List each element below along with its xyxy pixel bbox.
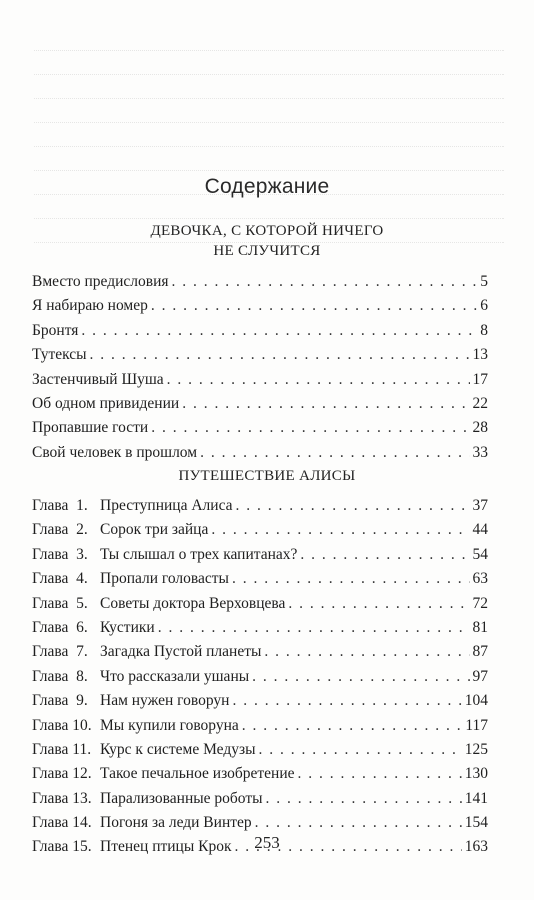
toc-entry <box>32 392 488 416</box>
toc-entry-page: 154 <box>464 814 488 832</box>
toc-entry-title: Ты слышал о трех капитанах? <box>100 545 298 563</box>
dot-leader <box>232 567 470 591</box>
toc-entry <box>32 738 488 762</box>
toc-entry-title: Преступница Алиса <box>100 497 233 514</box>
toc-entry-title: Кустики <box>100 618 155 636</box>
toc-entry-title: Птенец птицы Крок <box>100 838 232 856</box>
dot-leader <box>81 319 477 343</box>
toc-section-1 <box>32 270 488 465</box>
toc-entry <box>32 294 488 318</box>
dot-leader <box>252 665 469 689</box>
show-through-texture <box>0 0 534 245</box>
toc-entry-page: 87 <box>472 643 488 661</box>
toc-entry <box>32 368 488 392</box>
toc-entry <box>32 787 488 811</box>
dot-leader <box>242 714 463 738</box>
toc-chapter-number: Глава 5. <box>32 594 88 612</box>
dot-leader <box>182 392 469 416</box>
toc-entry-page: 8 <box>480 321 488 339</box>
toc-entry <box>32 494 488 518</box>
toc-entry-page: 104 <box>464 692 488 710</box>
toc-entry <box>32 616 488 640</box>
toc-entry-page: 81 <box>472 618 488 636</box>
toc-entry <box>32 319 488 343</box>
toc-chapter-number: Глава 8. <box>32 667 88 685</box>
toc-chapter-number: Глава 10. <box>32 716 92 734</box>
toc-entry-title: Мы купили говоруна <box>100 716 239 734</box>
dot-leader <box>151 416 469 440</box>
dot-leader <box>298 762 462 786</box>
toc-entry-page: 63 <box>472 570 488 588</box>
toc-entry-page: 33 <box>472 443 488 461</box>
toc-entry <box>32 640 488 664</box>
page-number: 253 <box>254 833 280 852</box>
toc-entry <box>32 714 488 738</box>
toc-entry <box>32 762 488 786</box>
toc-entry-page: 44 <box>472 521 488 539</box>
toc-entry-title: Загадка Пустой планеты <box>100 643 262 661</box>
toc-entry-page: 141 <box>464 789 488 807</box>
dot-leader <box>151 294 477 318</box>
toc-entry-title: Застенчивый Шуша <box>32 370 164 388</box>
toc-entry-page: 117 <box>465 716 488 734</box>
toc-chapter-number: Глава 11. <box>32 740 92 758</box>
toc-entry <box>32 567 488 591</box>
toc-entry <box>32 665 488 689</box>
toc-entry-page: 97 <box>472 667 488 685</box>
toc-entry <box>32 592 488 616</box>
dot-leader <box>264 640 469 664</box>
toc-chapter-number: Глава 2. <box>32 521 88 539</box>
toc-chapter-number: Глава 15. <box>32 838 92 856</box>
dot-leader <box>232 689 461 713</box>
toc-entry <box>32 343 488 367</box>
toc-entry <box>32 416 488 440</box>
page-title: Содержание <box>204 175 330 198</box>
toc-entry-page: 163 <box>464 838 488 856</box>
toc-entry-page: 13 <box>472 346 488 364</box>
toc-entry-page: 5 <box>480 273 488 290</box>
dot-leader <box>211 518 469 542</box>
toc-chapter-number: Глава 6. <box>32 618 88 636</box>
toc-chapter-number: Глава 7. <box>32 643 88 661</box>
toc-chapter-number: Глава 3. <box>32 545 88 563</box>
section-heading-1-line1: ДЕВОЧКА, С КОТОРОЙ НИЧЕГО <box>150 223 384 239</box>
toc-entry-title: Бронтя <box>32 321 79 339</box>
toc-entry-title: Советы доктора Верховцева <box>100 594 286 612</box>
dot-leader <box>259 738 462 762</box>
toc-entry-title: Такое печальное изобретение <box>100 765 295 783</box>
toc-entry <box>32 689 488 713</box>
toc-entry-page: 22 <box>472 394 488 412</box>
toc-entry <box>32 441 488 465</box>
dot-leader <box>255 811 462 835</box>
toc-chapter-number: Глава 14. <box>32 814 92 832</box>
toc-entry-page: 54 <box>472 545 488 563</box>
toc-entry-title: Сорок три зайца <box>100 521 209 539</box>
toc-entry-page: 17 <box>472 370 488 388</box>
toc-entry <box>32 270 488 294</box>
dot-leader <box>158 616 470 640</box>
toc-chapter-number: Глава 12. <box>32 765 92 783</box>
toc-chapter-number: Глава 9. <box>32 692 88 710</box>
toc-entry-page: 28 <box>472 419 488 437</box>
toc-entry-title: Об одном привидении <box>32 394 180 412</box>
toc-chapter-number: Глава 1. <box>32 497 88 514</box>
toc-entry-page: 72 <box>472 594 488 612</box>
section-heading-1 <box>0 221 534 261</box>
toc-entry-title: Пропавшие гости <box>32 419 149 437</box>
toc-entry-title: Погоня за леди Винтер <box>100 814 252 832</box>
dot-leader <box>288 592 469 616</box>
dot-leader <box>172 270 478 294</box>
toc-entry-title: Свой человек в прошлом <box>32 443 198 461</box>
toc-chapter-number: Глава 13. <box>32 789 92 807</box>
toc-entry-title: Тутексы <box>32 346 87 364</box>
toc-entry-title: Пропали головасты <box>100 570 229 588</box>
toc-entry-title: Вместо предисловия <box>32 273 169 290</box>
toc-section-2 <box>32 494 488 860</box>
toc-entry-title: Что рассказали ушаны <box>100 667 250 685</box>
toc-entry <box>32 543 488 567</box>
dot-leader <box>200 441 469 465</box>
toc-entry-title: Нам нужен говорун <box>100 692 230 710</box>
toc-chapter-number: Глава 4. <box>32 570 88 588</box>
dot-leader <box>90 343 470 367</box>
toc-entry <box>32 811 488 835</box>
toc-entry-title: Парализованные роботы <box>100 789 263 807</box>
dot-leader <box>300 543 469 567</box>
toc-entry-page: 6 <box>480 297 488 315</box>
toc-entry-page: 130 <box>464 765 488 783</box>
dot-leader <box>266 787 462 811</box>
section-heading-1-line2: НЕ СЛУЧИТСЯ <box>213 243 321 259</box>
dot-leader <box>236 494 470 518</box>
toc-entry-title: Я набираю номер <box>32 297 148 315</box>
dot-leader <box>167 368 470 392</box>
section-heading-2: ПУТЕШЕСТВИЕ АЛИСЫ <box>178 468 356 484</box>
toc-entry-page: 125 <box>464 740 488 758</box>
toc-entry-page: 37 <box>472 497 488 514</box>
toc-entry <box>32 518 488 542</box>
toc-entry-title: Курс к системе Медузы <box>100 740 256 758</box>
